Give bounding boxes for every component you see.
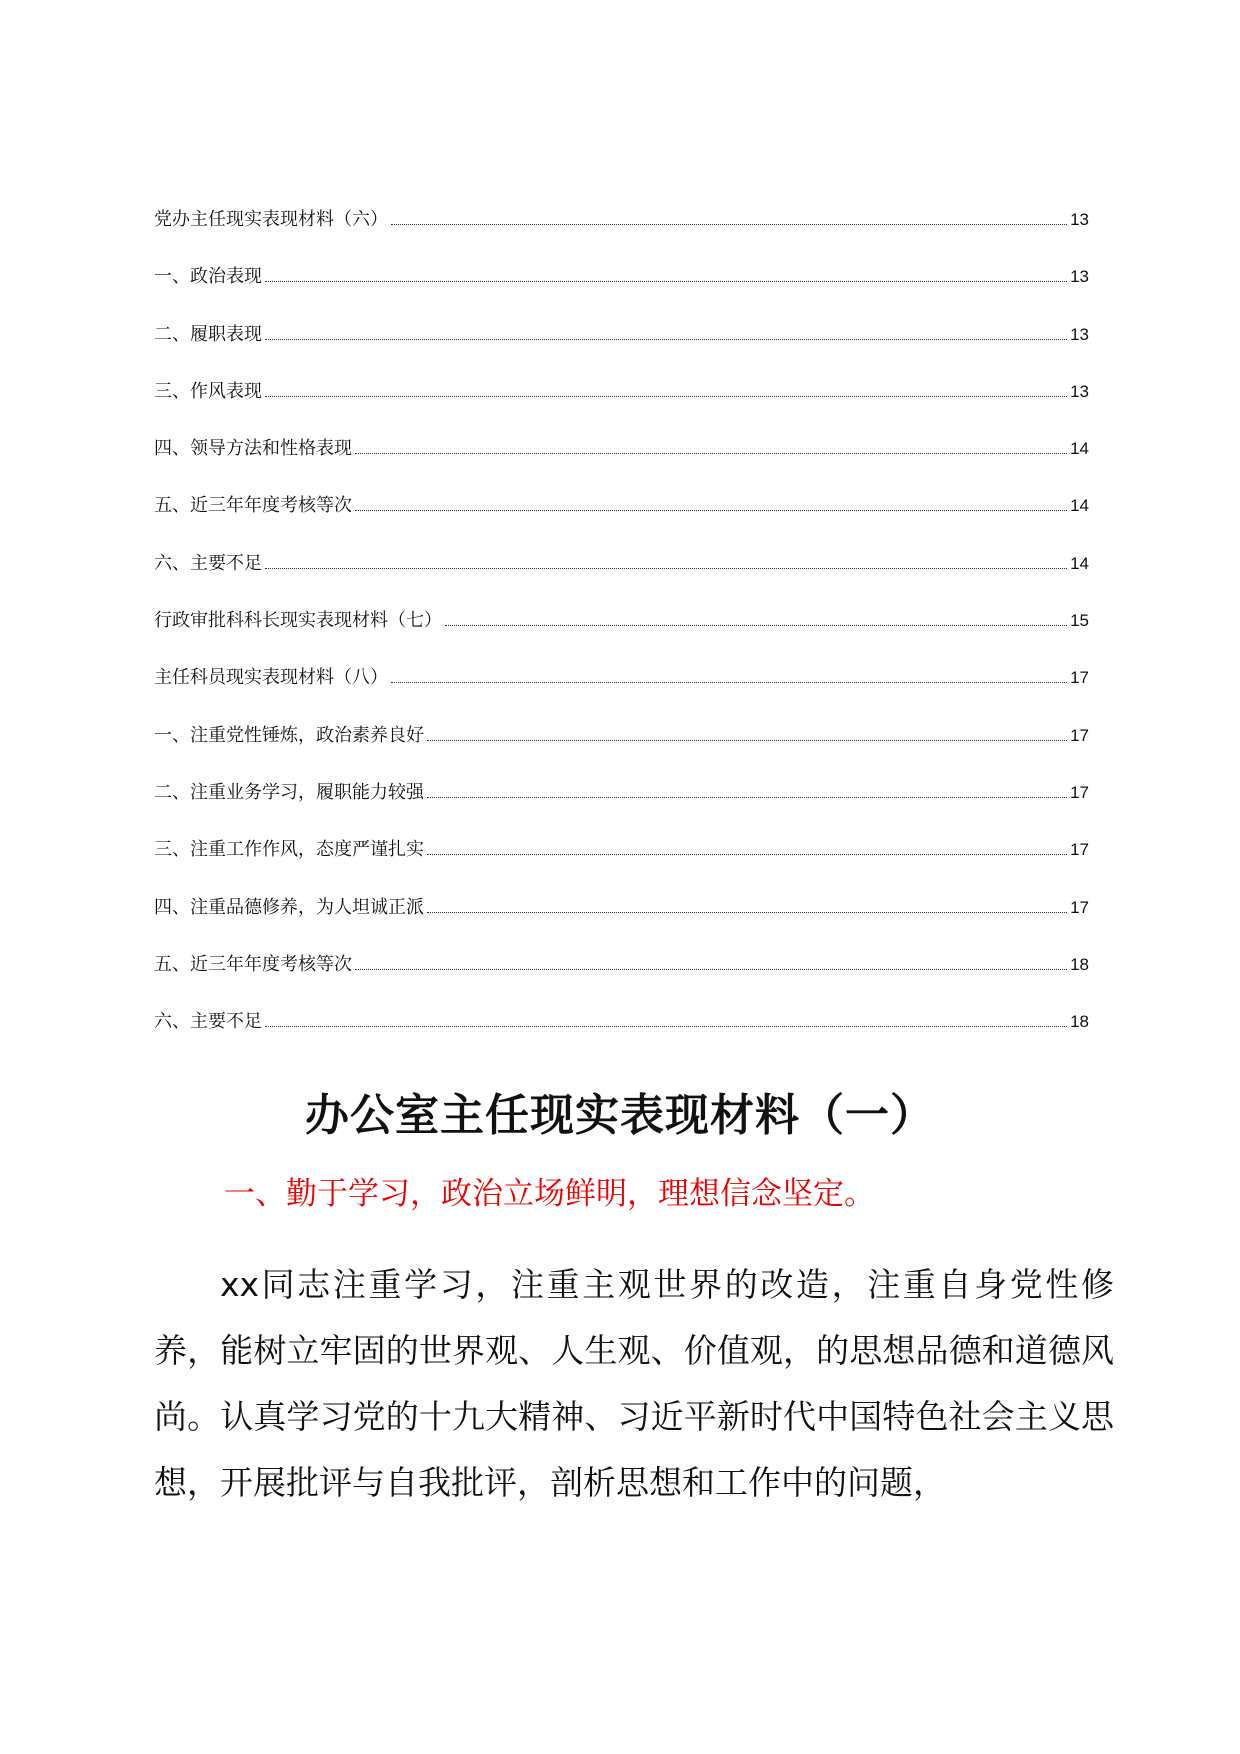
toc-page-number: 13 xyxy=(1070,324,1089,344)
toc-entry[interactable] xyxy=(154,208,1089,265)
toc-entry[interactable] xyxy=(154,781,1089,838)
toc-entry-title: 六、主要不足 xyxy=(154,552,262,574)
toc-entry[interactable] xyxy=(154,1010,1089,1067)
toc-dot-leader xyxy=(445,624,1067,626)
toc-entry[interactable] xyxy=(154,380,1089,437)
toc-page-number: 13 xyxy=(1070,267,1089,287)
toc-entry-title: 三、注重工作作风，态度严谨扎实 xyxy=(154,839,424,861)
toc-entry[interactable] xyxy=(154,265,1089,322)
toc-page-number: 17 xyxy=(1070,782,1089,802)
toc-dot-leader xyxy=(355,452,1067,454)
toc-dot-leader xyxy=(427,911,1067,913)
toc-page-number: 17 xyxy=(1070,725,1089,745)
toc-entry-title: 五、近三年年度考核等次 xyxy=(154,495,352,517)
toc-entry[interactable] xyxy=(154,666,1089,723)
toc-page-number: 14 xyxy=(1070,439,1089,459)
toc-entry[interactable] xyxy=(154,609,1089,666)
document-title: 办公室主任现实表现材料（一） xyxy=(305,1090,935,1141)
toc-page-number: 15 xyxy=(1070,611,1089,631)
toc-dot-leader xyxy=(391,681,1067,683)
toc-dot-leader xyxy=(355,509,1067,511)
toc-dot-leader xyxy=(355,968,1067,970)
toc-page-number: 17 xyxy=(1070,840,1089,860)
toc-page-number: 14 xyxy=(1070,496,1089,516)
toc-dot-leader xyxy=(265,280,1067,282)
toc-entry[interactable] xyxy=(154,953,1089,1010)
section-heading: 一、勤于学习，政治立场鲜明，理想信念坚定。 xyxy=(224,1176,875,1212)
toc-dot-leader xyxy=(265,567,1067,569)
toc-entry-title: 三、作风表现 xyxy=(154,380,262,402)
toc-entry[interactable] xyxy=(154,494,1089,551)
toc-dot-leader xyxy=(265,338,1067,340)
toc-entry-title: 四、注重品德修养，为人坦诚正派 xyxy=(154,896,424,918)
toc-entry[interactable] xyxy=(154,552,1089,609)
toc-page-number: 13 xyxy=(1070,381,1089,401)
table-of-contents xyxy=(154,208,1089,1067)
toc-entry-title: 主任科员现实表现材料（八） xyxy=(154,667,388,689)
toc-entry[interactable] xyxy=(154,437,1089,494)
toc-dot-leader xyxy=(427,853,1067,855)
toc-dot-leader xyxy=(427,796,1067,798)
toc-dot-leader xyxy=(265,1025,1067,1027)
toc-entry-title: 一、政治表现 xyxy=(154,266,262,288)
toc-entry-title: 一、注重党性锤炼，政治素养良好 xyxy=(154,724,424,746)
toc-page-number: 17 xyxy=(1070,897,1089,917)
toc-page-number: 18 xyxy=(1070,1012,1089,1032)
toc-dot-leader xyxy=(391,223,1067,225)
toc-entry[interactable] xyxy=(154,838,1089,895)
toc-entry-title: 二、注重业务学习，履职能力较强 xyxy=(154,781,424,803)
body-text xyxy=(154,1252,1114,1516)
toc-entry-title: 六、主要不足 xyxy=(154,1011,262,1033)
toc-page-number: 17 xyxy=(1070,668,1089,688)
toc-page-number: 14 xyxy=(1070,553,1089,573)
toc-dot-leader xyxy=(427,739,1067,741)
toc-entry-title: 行政审批科科长现实表现材料（七） xyxy=(154,610,442,632)
toc-entry[interactable] xyxy=(154,323,1089,380)
toc-dot-leader xyxy=(265,395,1067,397)
toc-entry-title: 五、近三年年度考核等次 xyxy=(154,953,352,975)
toc-entry[interactable] xyxy=(154,724,1089,781)
toc-entry[interactable] xyxy=(154,896,1089,953)
toc-entry-title: 二、履职表现 xyxy=(154,323,262,345)
toc-page-number: 18 xyxy=(1070,954,1089,974)
toc-entry-title: 四、领导方法和性格表现 xyxy=(154,438,352,460)
body-paragraph: xx同志注重学习，注重主观世界的改造，注重自身党性修养，能树立牢固的世界观、人生观、价值观，的思想品德和道德风尚。认真学习党的十九大精神、习近平新时代中国特色社会主义思想，开展批评与自我批评，剖析思想和工作中的问题， xyxy=(154,1265,1114,1502)
toc-page-number: 13 xyxy=(1070,210,1089,229)
toc-entry-title: 党办主任现实表现材料（六） xyxy=(154,209,388,230)
